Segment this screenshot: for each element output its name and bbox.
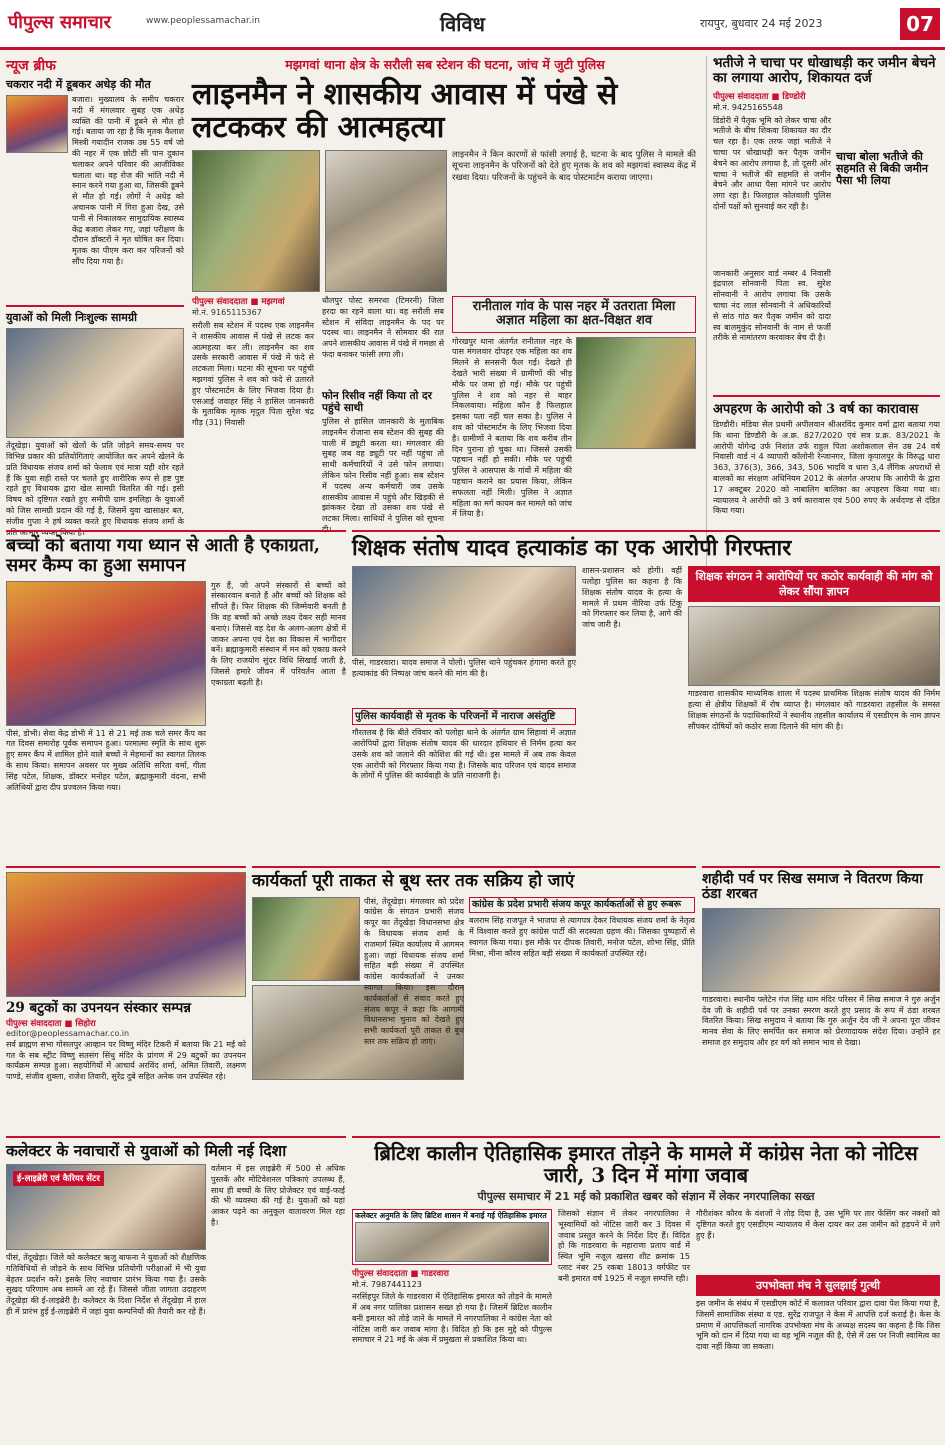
sikh-story: [702, 866, 940, 1130]
booth-body: पीसं, तेंदूखेड़ा। मंगलवार को प्रदेश कांग्रेस के संगठन प्रभारी संजय कपूर का तेंदूखेड़ा विधानसभा क्षेत्र के विधायक संजय शर्मा के राजमार्ग स्थित कार्यालय में आगमन हुआ। जहां विधायक संजय शर्मा सहित बड़ी संख्या में उपस्थित कांग्रेस कार्यकर्ताओं ने उनका स्वागत किया। इस दौरान कार्यकर्ताओं से संवाद करते हुए संजय कपूर ने कहा कि आगामी विधानसभा चुनाव को देखते हुए सभी कार्यकर्ता पूरी ताकत से बूथ स्तर तक सक्रिय हो जाएं।: [364, 896, 464, 1047]
brief-2-photo: [6, 328, 184, 438]
news-brief-label: न्यूज ब्रीफ: [6, 58, 56, 74]
collector-photo: [6, 1164, 206, 1250]
upanayan-photo: [6, 872, 246, 997]
lead-byline: पीपुल्स संवाददाता ■ मझगवां: [192, 297, 285, 307]
clipping-photo: [355, 1222, 549, 1262]
camp-caption: पीसं, डोभी। सेवा केंद्र डोभी में 11 से 21 मई तक चले समर कैंप का गत दिवस समारोह पूर्वक समापन हुआ। परमात्मा स्मृति के साथ शुरू हुए समर कैंप में शामिल होने वाले बच्चों ने मेहमानों का स्वागत तिलक के साथ किया। समापन अवसर पर मुख्य अतिथि सरिता वर्मा, गीता सिंह पटेल, शिक्षक, डॉक्टर मनोहर पटेल, ब्रह्माकुमारी वंदना, सभी अतिथियों द्वारा दीप प्रज्वलन किया गया।: [6, 728, 206, 792]
lead-kicker: मझगवां थाना क्षेत्र के सरौली सब स्टेशन की घटना, जांच में जुटी पुलिस: [285, 57, 605, 72]
kidnap-body: डिण्डौरी। मंडिया सेल प्रथमी अपीलवान श्रीअरविंद कुमार वर्मा द्वारा बताया गया कि थाना डिण्डौरी के अ.क्र. 827/2020 एवं सत्र प्र.क्र. 83/2021 के आरोपी योगेन्द्र उर्फ निशांत उर्फ राहुल पिता अशोकलाल सेन उम्र 24 वर्ष निवासी वार्ड नं 4 व्यापारी कॉलोनी रेन्जानगर, जिला कृपालपुर के विरुद्ध धारा 363, 376(3), 366, 343, 506 भादवि व धारा 3,4 लैंगिक अपराधों से बालकों का संरक्षण अधिनियम 2012 के अंतर्गत अपराध कि आरोपी के द्वारा 17 अक्टूबर 2020 को नाबालिग बालिका का अपहरण किया गया था। न्यायालय ने आरोपी को 3 वर्ष कारावास एवं 500 रुपए के अर्थदण्ड से दंडित किया गया।: [713, 419, 940, 516]
land-fraud-subhead: चाचा बोला भतीजे की सहमति से बिकी जमीन पैसा भी लिया: [836, 149, 929, 187]
booth-story: [252, 866, 696, 1130]
sikh-photo: [702, 908, 940, 992]
edition-date: रायपुर, बुधवार 24 मई 2023: [700, 17, 823, 30]
heritage-headline: ब्रिटिश कालीन ऐतिहासिक इमारत तोड़ने के मामले में कांग्रेस नेता को नोटिस जारी, 3 दिन में मांगा जवाब: [374, 1141, 918, 1187]
clipping-title: कलेक्टर अनुमति के लिए ब्रिटिश शासन में बनाई गई ऐतिहासिक इमारत: [355, 1211, 547, 1220]
murder-headline: शिक्षक संतोष यादव हत्याकांड का एक आरोपी गिरफ्तार: [352, 535, 792, 561]
heritage-body: नरसिंहपुर जिले के गाडरवारा में ऐतिहासिक इमारत को तोड़ने के मामले में अब नगर पालिका प्रशासन सख्त हो गया है। जिसमें ब्रिटिश कालीन बनी इमारत को तोड़े जाने के मामले में नगरपालिका ने कांग्रेस नेता को नोटिस जारी कर जवाब मांगा है। विदित हो कि इस मुद्दे को पीपुल्स समाचार ने 21 मई के अंक में प्रमुखता से प्रकाशित किया था।: [352, 1292, 552, 1345]
memorandum-headline: शिक्षक संगठन ने आरोपियों पर कठोर कार्यवाही की मांग को लेकर सौंपा ज्ञापन: [688, 566, 940, 602]
upanayan-email: editor@peoplessamachar.co.in: [6, 1028, 130, 1038]
heritage-kicker: पीपुल्स समाचार में 21 मई को प्रकाशित खबर को संज्ञान में लेकर नगरपालिका सख्त: [477, 1190, 815, 1203]
masthead-logo: पीपुल्स समाचार: [8, 12, 111, 33]
lead-body-4: लाइनमैन ने किन कारणों से फांसी लगाई है, घटना के बाद पुलिस ने मामले की सूचना लाइनमैन के परिजनों को देते हुए मृतक के शव को मझगवां स्वास्थ्य केंद्र में रखवा दिया। परिजनों के पहुंचने के बाद पोस्टमार्टम कराया जाएगा।: [452, 150, 696, 183]
booth-headline: कार्यकर्ता पूरी ताकत से बूथ स्तर तक सक्रिय हो जाएं: [252, 871, 575, 891]
booth-box-kicker: कांग्रेस के प्रदेश प्रभारी संजय कपूर कार्यकर्ताओं से हुए रूबरू: [469, 897, 695, 913]
summer-camp-story: [6, 530, 346, 860]
lead-headline: लाइनमैन ने शासकीय आवास में पंखे से लटककर की आत्महत्या: [192, 77, 618, 145]
murder-photo: [352, 566, 576, 656]
land-fraud-body: डिंडोरी में पैतृक भूमि को लेकर चाचा और भतीजे के बीच शिकवा शिकायत का दौर चल रहा है। एक तरफ जहां भतीजे ने चाचा पर धोखाधड़ी कर पैतृक जमीन बेचने का आरोप लगाया है, तो दूसरी ओर चाचा ने भतीजे की सहमति से जमीन बेचने और आधा पैसा मांगने पर आरोप लगा रहा है। फिलहाल कोतवाली पुलिस दोनों पक्षों को सुनवाई कर रही है।: [713, 115, 831, 212]
collector-body-2: वर्तमान में इस लाइब्रेरी में 500 से अधिक पुस्तकें और मोटिवेशनल पत्रिकाएं उपलब्ध हैं, साथ ही बच्चों के लिए प्रोजेक्टर एवं वाई-फाई की भी व्यवस्था की गई है। युवाओं को यहां आकर पढ़ने का अनुकूल वातावरण मिल रहा है।: [211, 1164, 345, 1228]
murder-body: गौरतलब है कि बीते रविवार को पलोहा थाने के अंतर्गत ग्राम सिहावां में अज्ञात आरोपियों द्वारा शिक्षक संतोष यादव की धारदार हथियार से निर्मम हत्या कर उसके शव को जलाने की कोशिश की गई थी। इस मामले में अब तक केवल एक आरोपी को गिरफ्तार किया गया है। जिसके बाद परिजन एवं यादव समाज के लोगों में पुलिस की कार्यवाही के प्रति नाराजगी है।: [352, 728, 576, 781]
lead-body-2: धौलपुर पोस्ट समरथा (टिमरनी) जिला हरदा का रहने वाला था। वह सरौली सब स्टेशन में संविदा लाइनमैन के पद पर पदस्थ था। लाइनमैन ने सोमवार की रात अपने शासकीय आवास में पंखे में गमछा से फंदा बनाकर फांसी लगा ली।: [322, 296, 444, 359]
camp-body: गुरु हैं, जो अपने संस्कारों से बच्चों को संस्कारवान बनाते हैं और बच्चों को शिक्षक को सौंपते हैं। फिर शिक्षक की जिम्मेवारी बनती है कि वह बच्चों को अच्छे लक्ष्य देकर सही मानव बनाएं। जिससे वह देश के अलग-अलग क्षेत्रों में जाकर अपना एवं देश का विकास में भागीदार बनें। ब्रह्माकुमारी संस्थान में मन को एकाग्र करने के लिए राजयोग सुंदर विधि सिखाई जाती है, जिससे हमारे जीवन में परिवर्तन आता है एकाग्रता बढ़ती है।: [211, 580, 346, 687]
heritage-byline: पीपुल्स संवाददाता ■ गाडरवारा: [352, 1269, 450, 1280]
consumer-headline: उपभोक्ता मंच ने सुलझाई गुत्थी: [696, 1275, 940, 1296]
brief-1-photo: [6, 95, 68, 153]
brief-1-title: चकरार नदी में डूबकर अधेड़ की मौत: [6, 78, 151, 91]
clipping-box: [352, 1209, 552, 1265]
divider: [6, 305, 184, 307]
consumer-body: इस जमीन के संबंध में एसडीएम कोर्ट में कलावत परिवार द्वारा दावा पेश किया गया है, जिसमें सामाजिक संस्था व एड. सुरेंद्र राजपूत ने केस में आपत्ति दर्ज कराई है। केस के प्रमाण में आपत्तिकर्ता नागरिक उपभोक्ता मंच के अध्यक्ष सदस्य का कहना है कि जिस भूमि को दान में दिया गया था वह भूमि नजूल की है, ऐसे में उस पर निजी स्वामित्व का दावा नहीं किया जा सकता।: [696, 1299, 940, 1352]
memorandum-photo: [688, 606, 940, 686]
sikh-headline: शहीदी पर्व पर सिख समाज ने वितरण किया ठंडा शरबत: [702, 871, 923, 903]
kidnap-headline: अपहरण के आरोपी को 3 वर्ष का कारावास: [713, 401, 919, 417]
land-fraud-body-2: जानकारी अनुसार वार्ड नम्बर 4 निवासी इंद्रपाल सोनवानी पिता स्व. सुरेश सोनवानी ने आरोप लगाया कि उसके चाचा नंद लाल सोनवानी ने अधिकारियों से सांठ गांठ कर पैतृक जमीन को दादा स्व बालमुकुंद सोनवानी के नाम से फर्जी तरीके से नामांतरण करवाकर बेच दी है।: [713, 268, 831, 343]
murder-story: [352, 530, 940, 860]
upanayan-headline: 29 बटुकों का उपनयन संस्कार सम्पन्न: [6, 1000, 191, 1016]
body-found-body: गोरखपुर थाना अंतर्गत रानीताल नहर के पास मंगलवार दोपहर एक महिला का शव मिलने से सनसनी फैल गई। देखते ही देखते भारी संख्या में ग्रामीणों की भीड़ मौके पर जमा हो गई। मौके पर पहुंची पुलिस ने शव को नहर से बाहर निकलवाया। महिला कौन है फिलहाल इसका पता नहीं चल सका है। पुलिस ने शव को पोस्टमार्टम के लिए भिजवा दिया है। ग्रामीणों ने बताया कि शव करीब तीन दिन पुराना हो चुका था। जिससे उसकी पहचान नहीं हो सकी। मौके पर पहुंची पुलिस ने आसपास के गांवों में महिला की पहचान कराने का प्रयास किया, लेकिन सफलता नहीं मिली। पुलिस ने अज्ञात महिला का मर्ग कायम कर मामले को जांच में लिया है।: [452, 336, 572, 519]
upanayan-story: [6, 866, 246, 1130]
library-sign: ई-लाइब्रेरी एवं कैरियर सेंटर: [13, 1171, 104, 1186]
right-column: [706, 56, 940, 586]
heritage-body-3: गौरीशंकर कौरव के वंशजों ने तोड़ दिया है, उस भूमि पर तार फेंसिंग कर नक्शों को दृष्टिगत करते हुए एसडीएम न्यायालय में केस दायर कर उस जमीन को हड़पने में लगे हुए हैं।: [696, 1209, 940, 1240]
heritage-mobile: मो.नं. 7987441123: [352, 1280, 422, 1290]
memorandum-body: गाडरवारा शासकीय माध्यमिक शाला में पदस्थ प्राथमिक शिक्षक संतोष यादव की निर्मम हत्या से क्षेत्रीय शिक्षकों में रोष व्याप्त है। मंगलवार को गाडरवारा तहसील के समस्त शिक्षक संगठनों के पदाधिकारियों ने स्थानीय तहसील कार्यालय में एसडीएम के नाम ज्ञापन सौंपकर दोषियों को कठोर सजा दिलाने की मांग की है।: [688, 689, 940, 731]
section-title: विविध: [440, 12, 485, 36]
murder-subhead: पुलिस कार्यवाही से मृतक के परिजनों में नाराज असंतुष्टि: [352, 708, 576, 725]
lead-body-1: सरौली सब स्टेशन में पदस्थ एक लाइनमैन ने शासकीय आवास में पंखे से लटक कर आत्महत्या कर ली। लाइनमैन का शव उसके सरकारी आवास में पंखे में फंदे से लटकता मिला। घटना की सूचना पर पहुंची मझगवां पुलिस ने शव को फंदे से उतारते हुए पोस्टमार्टम के लिए भिजवा दिया है। एसआई जवाहर सिंह ने हासिल जानकारी के मुताबिक मृतक मृदुल पिता सुरेश चंद्र गौड़ (31) निवासी: [192, 321, 314, 428]
camp-photo: [6, 581, 206, 726]
collector-story: [6, 1136, 346, 1440]
murder-caption: पीसं, गाडरवारा। यादव समाज ने पोलो। पुलिस थाने पहुंचकर हंगामा करते हुए हत्याकांड की निष्पक्ष जांच करने की मांग की है।: [352, 658, 576, 678]
upanayan-body: सर्व ब्राह्मण सभा गोसलपुर आव्हान पर विष्णु मंदिर टिकरी में बताया कि 21 मई को गत के सब स्ट्रीट विष्णु सतसंग सिंधु मंदिर के प्रांगण में 29 बटुकों का उपनयन कार्यक्रम सम्पन्न हुआ। सहयोगियों में आचार्य अरविंद शर्मा, अमित तिवारी, लक्ष्मण पाण्डे, संजीव शुक्ला, राजेश तिवारी, सुरेंद्र दुबे सहित अनेक जन उपस्थित रहे।: [6, 1039, 246, 1082]
page-header: [0, 0, 945, 50]
camp-headline: बच्चों को बताया गया ध्यान से आती है एकाग्रता, समर कैम्प का हुआ समापन: [6, 535, 320, 576]
lead-photo-2: [325, 150, 447, 292]
body-found-headline: रानीताल गांव के पास नहर में उतराता मिला अज्ञात महिला का क्षत-विक्षत शव: [452, 296, 696, 333]
land-fraud-byline: पीपुल्स संवाददाता ■ डिण्डोरी: [713, 91, 806, 102]
booth-body-2: बलराम सिंह राजपूत ने भाजपा से त्यागपत्र देकर विधायक संजय शर्मा के नेतृत्व में विश्वास करते हुए कांग्रेस पार्टी की सदस्यता ग्रहण की। जिसका पुष्पहारों से स्वागत किया गया। इस मौके पर दीपक तिवारी, मनोज पटेल, शोभा सिंह, प्रीति मिश्रा, मीना कौरव सहित बड़ी संख्या में कार्यकर्ता उपस्थित रहे।: [469, 916, 695, 958]
booth-photo-1: [252, 897, 360, 981]
land-fraud-headline: भतीजे ने चाचा पर धोखाधड़ी कर जमीन बेचने का लगाया आरोप, शिकायत दर्ज: [713, 55, 936, 86]
murder-body-2: शासन-प्रशासन को होगी। वहीं पलोहा पुलिस का कहना है कि शिक्षक संतोष यादव के हत्या के मामले में प्रथम नीरिया उर्फ टिंकू को गिरफ्तार कर लिया है, आगे की जांच जारी है।: [582, 566, 682, 630]
lead-photo-1: [192, 150, 320, 292]
site-url: www.peoplessamachar.in: [146, 16, 260, 26]
land-fraud-mobile: मो.नं. 9425165548: [713, 102, 783, 112]
upanayan-byline: पीपुल्स संवाददाता ■ सिहोरा: [6, 1018, 96, 1029]
brief-2-title: युवाओं को मिली निःशुल्क सामग्री: [6, 311, 137, 325]
news-brief-column: [6, 56, 184, 586]
collector-headline: कलेक्टर के नवाचारों से युवाओं को मिली नई दिशा: [6, 1141, 287, 1160]
divider: [713, 395, 940, 397]
brief-1-body: बजारा। मुख्यालय के समीप चकरार नदी में मंगलवार सुबह एक अधेड़ व्यक्ति की पानी में डूबने से मौत हो गई। बताया जा रहा है कि मृतक कैलाश मिस्त्री गयादीन राजक उम्र 55 वर्ष जो की नहर में एक छोटी सी पान दुकान चलाकर अपने परिवार की आजीविका चलाता था। वह रोज की भांति नदी में स्नान करने गया हुआ था, जिसकी डूबने से मौत हो गई। लोगों ने अधेड़ को अचानक पानी में गिरा हुआ देख, उसे पानी से निकालकर सामुदायिक स्वास्थ्य केंद्र बजारा लेकर गए, जहां परीक्षण के दौरान डॉक्टरों ने मृत घोषित कर दिया। मृतक का पीएम करा कर परिजनों को सौंप दिया गया है।: [72, 95, 184, 267]
page-number: 07: [900, 8, 940, 40]
lead-subhead: फोन रिसीव नहीं किया तो दर पहुंचे साथी: [322, 390, 432, 414]
sikh-body: गाडरवारा। स्थानीय फ्लेटेन गंज सिंह धाम मंदिर परिसर में सिख समाज ने गुरु अर्जुन देव जी के शहीदी पर्व पर उनका स्मरण करते हुए प्रसाद के रूप में ठंडा शरबत वितरित किया। सिख समुदाय ने बताया कि गुरु अर्जुन देव जी ने अपना पूरा जीवन मानव सेवा के लिए समर्पित कर समाज को प्रेरणादायक संदेश दिया। उन्होंने हर समाज हर समुदाय और हर वर्ग को समान भाव से देखा।: [702, 994, 940, 1047]
brief-2-body: तेंदूखेड़ा। युवाओं को खेलों के प्रति जोड़ने समय-समय पर विभिन्न प्रकार की प्रतियोगिताएं आयोजित कर अपने खेलने के प्रति विधायक संजय शर्मा को फेलाव एवं मात्रा यही शोर रहते हैं कि युवा सही रास्ते पर चलते हुए शारीरिक रूप से हष्ट पुष्ट रहते हुए विधायक द्वारा खेल सामग्री वितरित की गई। इसी विषय को दृष्टिगत रखते हुए समीपी ग्राम इमलिहा के युवाओं को जिस सामग्री प्रदान की गई है, जिसमें युवा खासाक्षर बत, संजीव गुप्ता ने हर्ष व्यक्त करते हुए विधायक संजय शर्मा के प्रति आभार व्यक्त किया है।: [6, 441, 184, 537]
heritage-story: [352, 1136, 940, 1440]
body-found-photo: [576, 337, 696, 449]
collector-body: पीसं, तेंदूखेड़ा। जिले को कलेक्टर ऋजु बाफना ने युवाओं को शैक्षणिक गतिविधियों से जोड़ने के साथ विभिन्न प्रतियोगी परीक्षाओं में भी युवा बेहतर प्रदर्शन करें। इसके लिए नवाचार प्रारंभ किया गया है। उसके सुखद परिणाम अब सामने आ रहे हैं। जिससे जीता जागता उदाहरण तेंदूखेड़ा की ई-लाइब्रेरी है। कलेक्टर के दिशा निर्देश से तेंदूखेड़ा में हाल ही में प्रारंभ हुई ई-लाइब्रेरी में जहां युवा कम्पनियों की तैयारी कर रहे हैं।: [6, 1253, 206, 1317]
lead-story: [192, 56, 698, 586]
lead-body-3: पुलिस से हासिल जानकारी के मुताबिक लाइनमैन रोजाना सब स्टेशन की सुबह की पाली में ड्यूटी करता था। मंगलवार की सुबह जब वह ड्यूटी पर नहीं पहुंचा तो साथी कर्मचारियों ने उसे फोन लगाया। लेकिन फोन रिसीव नहीं हुआ। सब स्टेशन में पदस्थ अन्य कर्मचारी जब उसके शासकीय आवास में पहुंचे और खिड़की से झांककर देखा तो उसका शव पंखे से लटका मिला। साथियों ने पुलिस को सूचना दी।: [322, 417, 444, 535]
lead-mobile: मो.नं. 9165115367: [192, 308, 262, 317]
heritage-body-2: जिसको संज्ञान में लेकर नगरपालिका ने भूस्वामियों को नोटिस जारी कर 3 दिवस में जवाब प्रस्तुत करने के निर्देश दिए हैं। विदित हो कि गाडरवारा के महाराणा प्रताप वार्ड में स्थित भूमि नजूल खसरा शीट क्रमांक 15 प्लाट नंबर 25 रकबा 18013 वर्गफीट पर बनी इमारत वर्ष 1925 में नजूल सम्पत्ति रही।: [558, 1209, 690, 1283]
